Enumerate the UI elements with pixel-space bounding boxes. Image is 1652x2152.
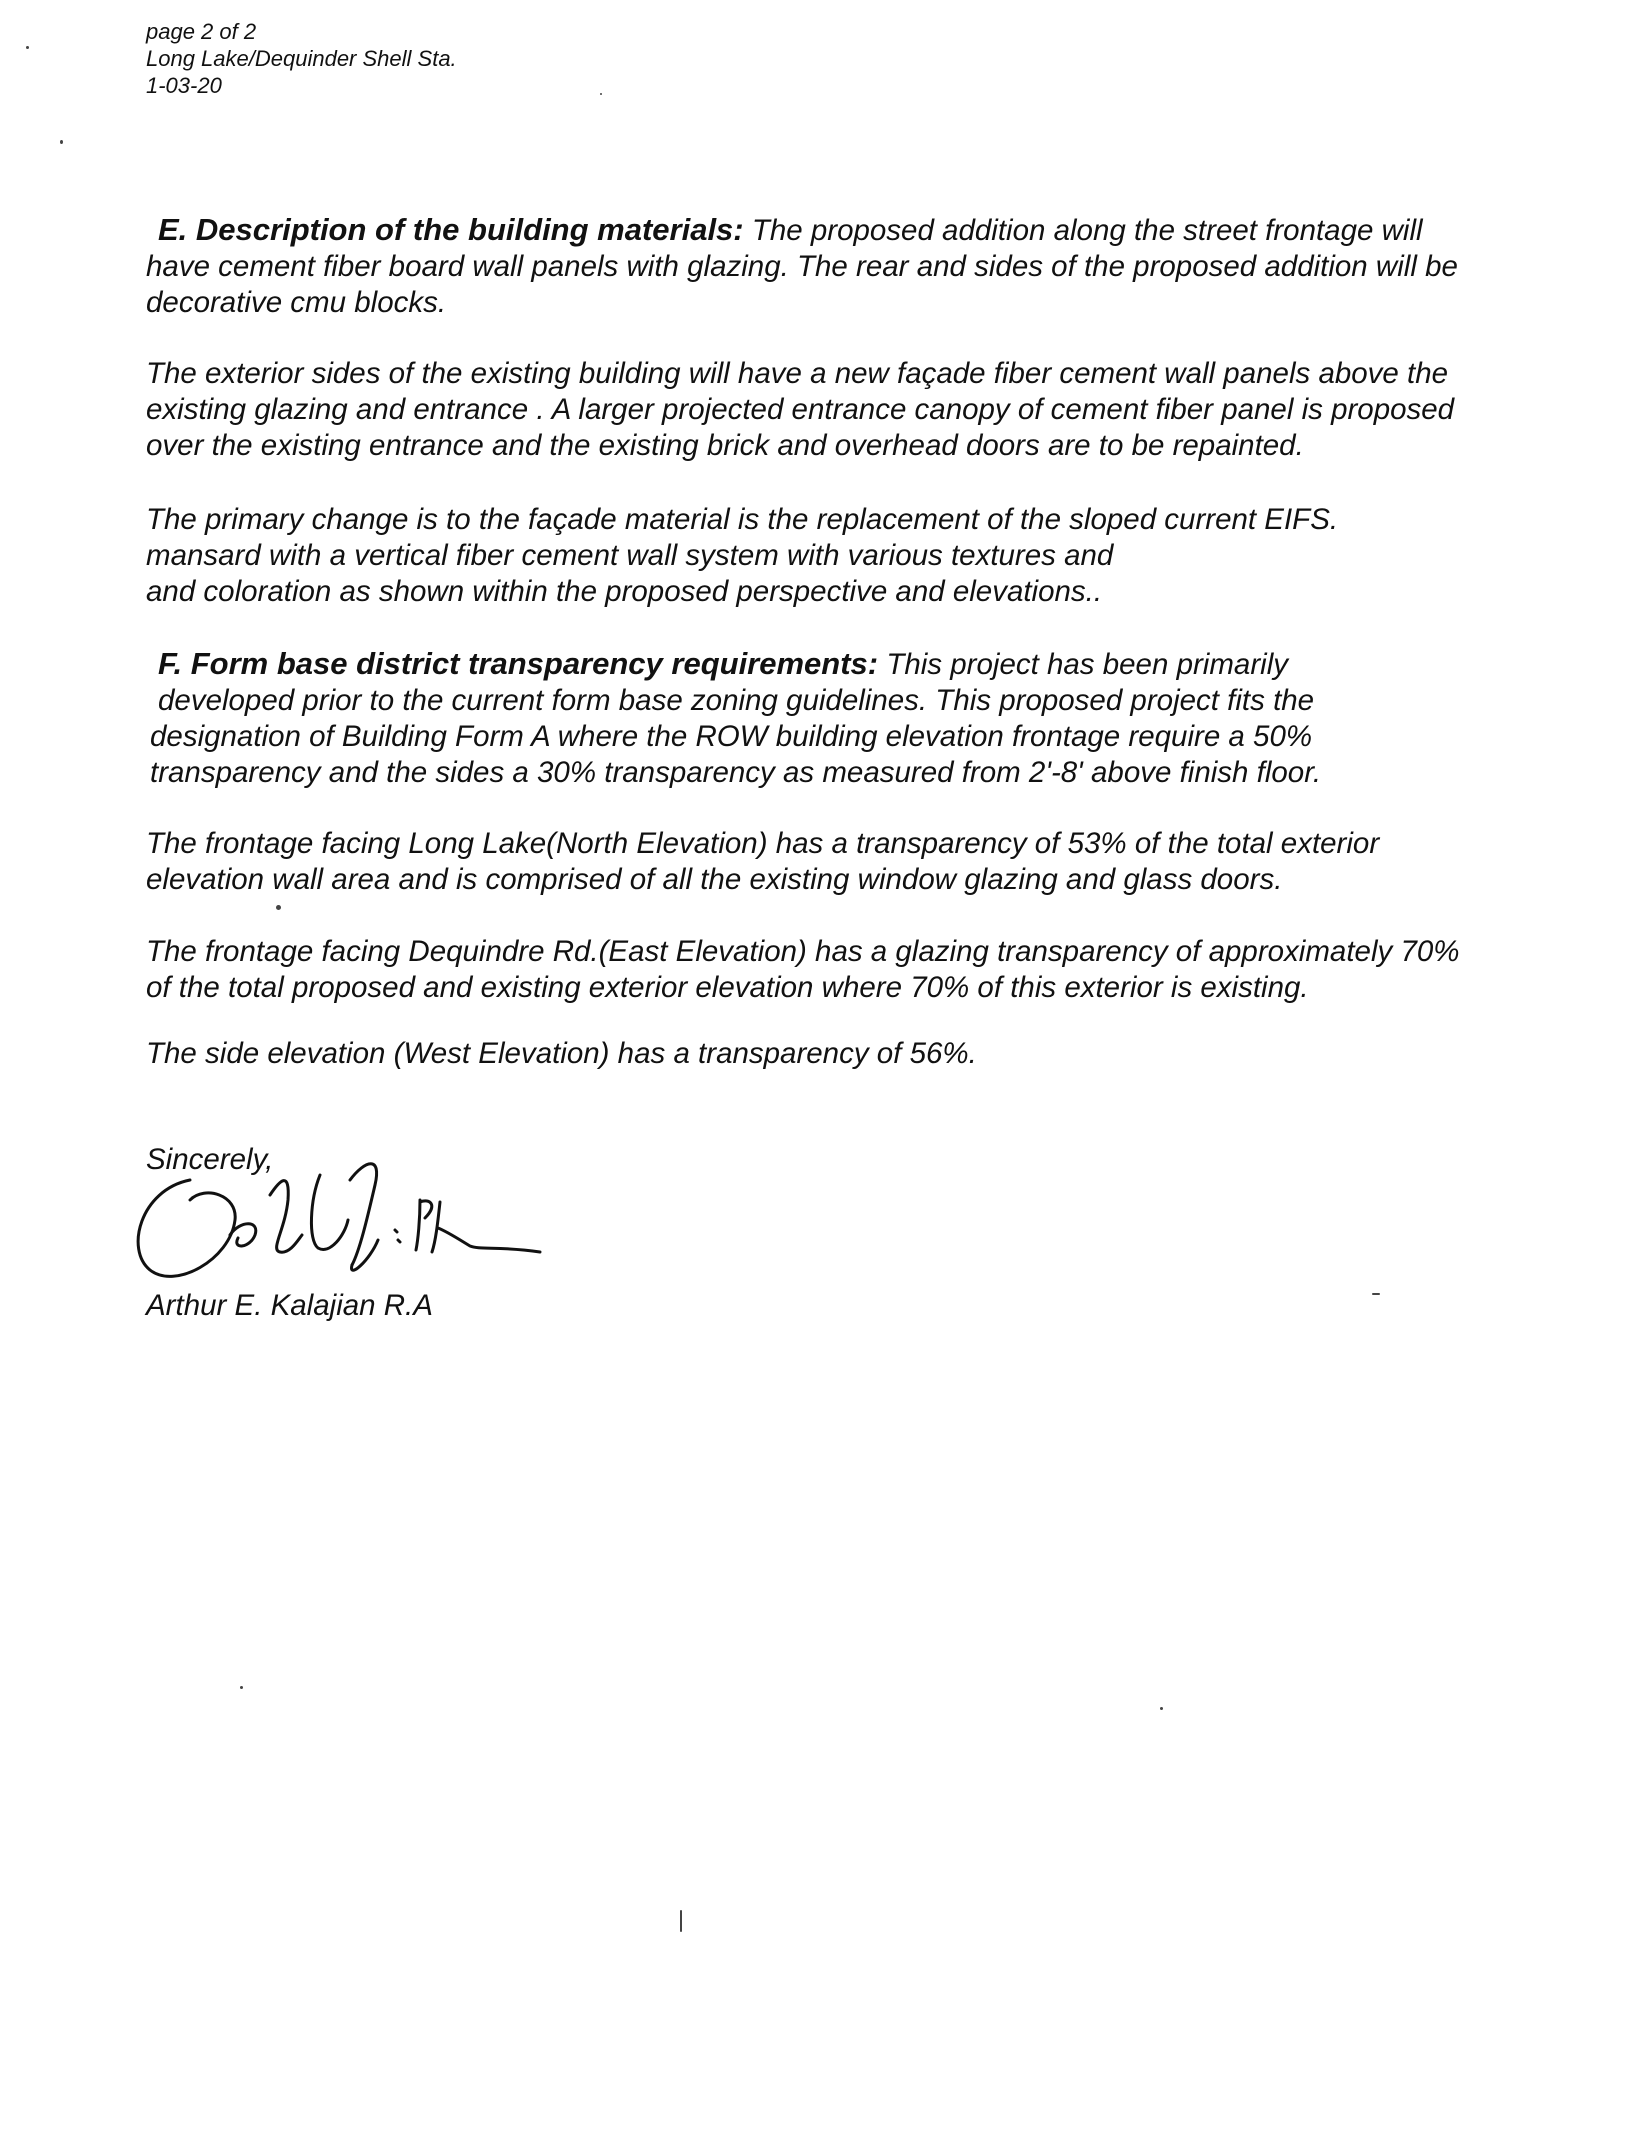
closing-salutation: Sincerely, bbox=[146, 1143, 274, 1176]
letter-date: 1-03-20 bbox=[146, 73, 222, 98]
section-f-heading: F. Form base district transparency requirements: bbox=[158, 646, 879, 681]
scan-speck bbox=[276, 905, 281, 910]
scan-speck bbox=[600, 93, 602, 95]
section-e-heading: E. Description of the building materials: bbox=[158, 212, 744, 247]
exterior-sides-paragraph bbox=[146, 356, 1536, 464]
paragraph-line: mansard with a vertical fiber cement wall system with various textures and bbox=[146, 539, 1114, 572]
section-e-first-line bbox=[158, 212, 1548, 249]
section-e-text-line: have cement fiber board wall panels with glazing. The rear and sides of the proposed addition will be bbox=[146, 250, 1458, 283]
scan-speck bbox=[240, 1686, 243, 1689]
paragraph-line: of the total proposed and existing exterior elevation where 70% of this exterior is existing. bbox=[146, 971, 1309, 1004]
section-f-text-line: transparency and the sides a 30% transparency as measured from 2'-8' above finish floor. bbox=[150, 756, 1322, 789]
section-f-text-line: designation of Building Form A where the ROW building elevation frontage require a 50% bbox=[150, 720, 1313, 753]
project-name: Long Lake/Dequinder Shell Sta. bbox=[146, 46, 457, 71]
east-elevation-paragraph bbox=[146, 934, 1536, 1006]
paragraph-line: The primary change is to the façade material is the replacement of the sloped current EIFS. bbox=[146, 503, 1339, 536]
section-f-text-line: This project has been primarily bbox=[878, 648, 1289, 681]
scan-speck bbox=[680, 1910, 682, 1932]
section-f-text-line: developed prior to the current form base zoning guidelines. This proposed project fits the bbox=[158, 684, 1315, 717]
scan-speck bbox=[60, 140, 63, 144]
paragraph-line: and coloration as shown within the proposed perspective and elevations.. bbox=[146, 575, 1103, 608]
section-f-transparency bbox=[150, 646, 1548, 791]
paragraph-line: The frontage facing Long Lake(North Elevation) has a transparency of 53% of the total exterior bbox=[146, 827, 1380, 860]
section-f-first-line bbox=[158, 646, 1548, 683]
paragraph-line: elevation wall area and is comprised of all the existing window glazing and glass doors. bbox=[146, 863, 1283, 896]
page-header bbox=[146, 18, 457, 99]
paragraph-line: The exterior sides of the existing building will have a new façade fiber cement wall panels above the bbox=[146, 357, 1449, 390]
west-elevation-paragraph bbox=[146, 1036, 1536, 1072]
section-e-text-line: The proposed addition along the street frontage will bbox=[743, 214, 1423, 247]
signer-name: Arthur E. Kalajian R.A bbox=[146, 1289, 433, 1322]
paragraph-line: The frontage facing Dequindre Rd.(East Elevation) has a glazing transparency of approximately 70% bbox=[146, 935, 1460, 968]
section-e-text-line: decorative cmu blocks. bbox=[146, 286, 447, 319]
scan-speck bbox=[26, 46, 29, 49]
paragraph-line: over the existing entrance and the existing brick and overhead doors are to be repainted. bbox=[146, 429, 1304, 462]
primary-change-paragraph bbox=[146, 502, 1536, 610]
scan-speck bbox=[1160, 1707, 1163, 1710]
page-number: page 2 of 2 bbox=[146, 19, 257, 44]
paragraph-line: The side elevation (West Elevation) has a transparency of 56%. bbox=[146, 1037, 977, 1070]
paragraph-line: existing glazing and entrance . A larger projected entrance canopy of cement fiber panel is proposed bbox=[146, 393, 1455, 426]
section-e-building-materials bbox=[146, 212, 1548, 321]
scan-speck bbox=[1372, 1293, 1380, 1295]
north-elevation-paragraph bbox=[146, 826, 1536, 898]
